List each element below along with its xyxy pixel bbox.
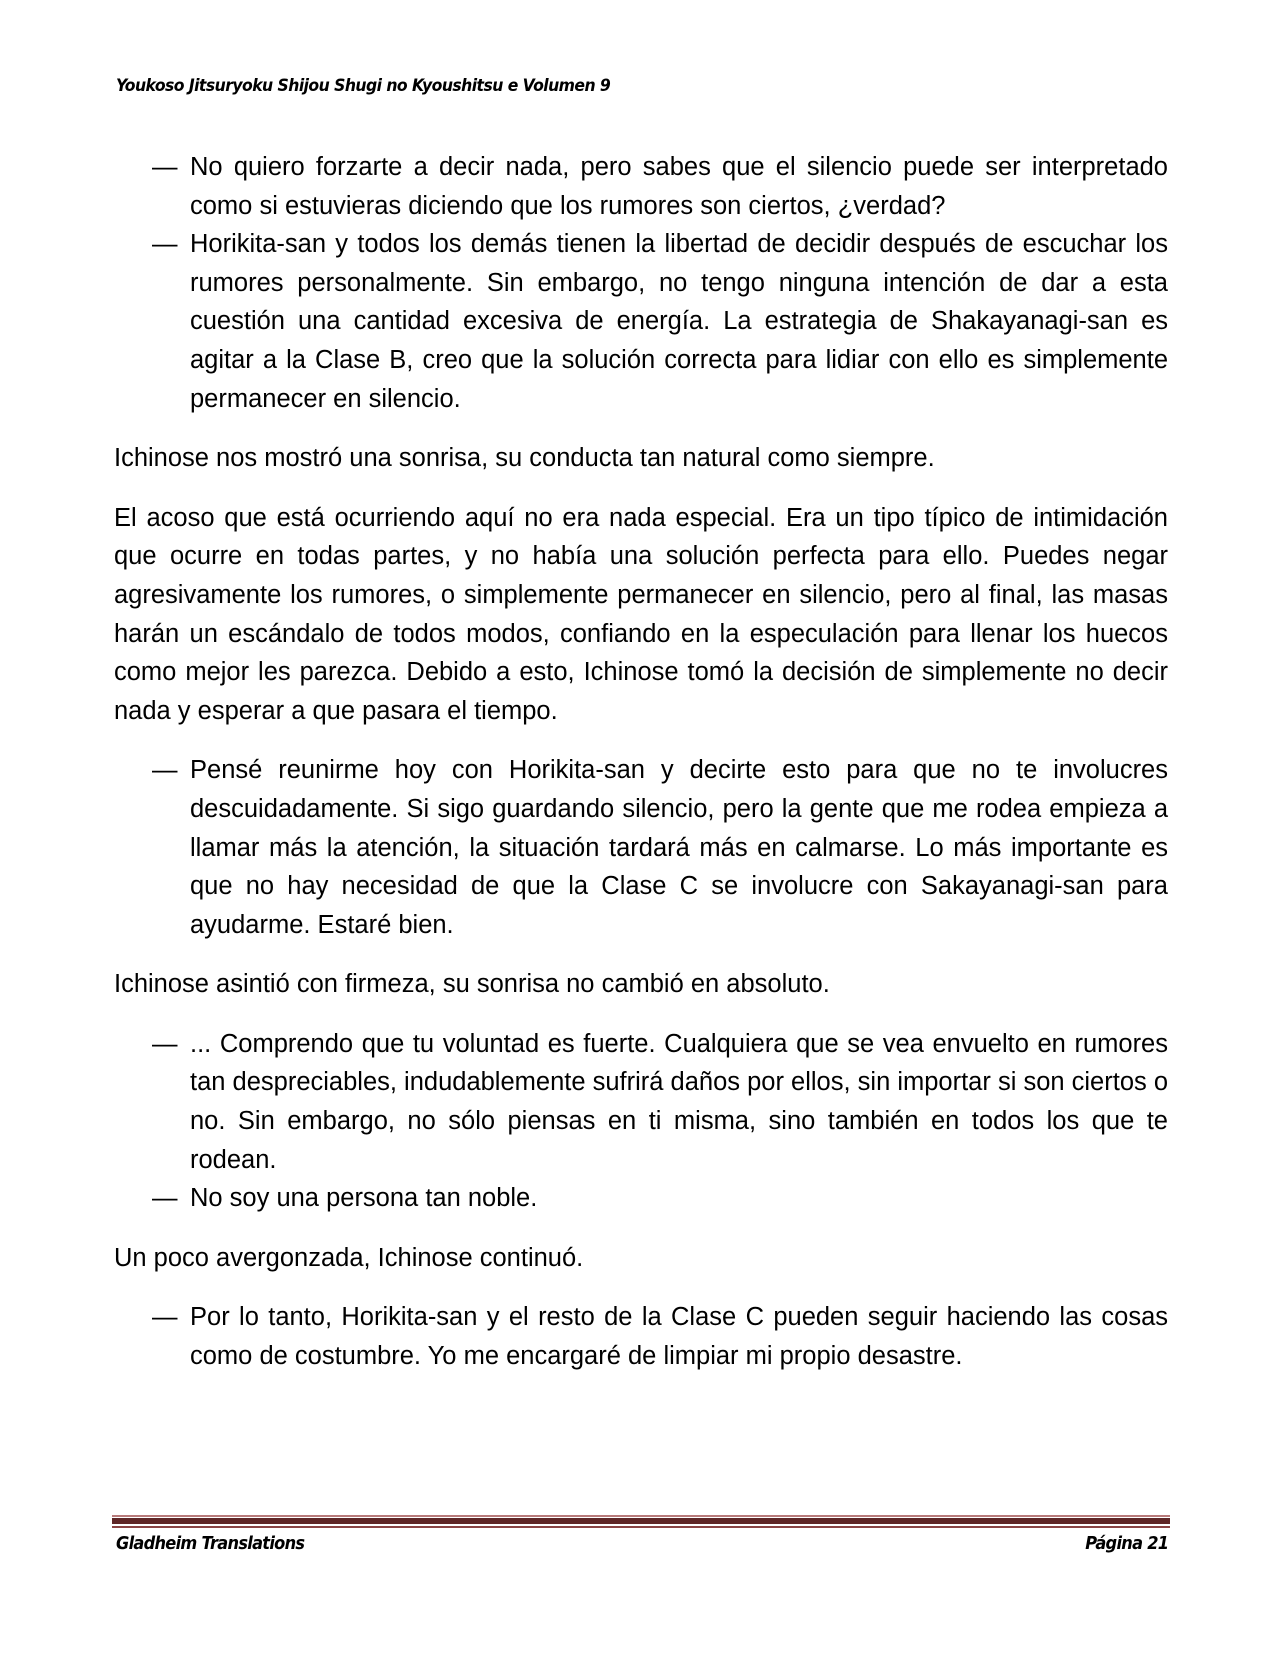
dialogue-dash: — <box>152 1029 178 1058</box>
dialogue-dash: — <box>152 230 178 259</box>
dialogue-line <box>114 1025 1168 1179</box>
dialogue-text: Pensé reunirme hoy con Horikita-san y decirte esto para que no te involucres descuidadamente. Si sigo guardando silencio, pero la gente que me rodea empieza a llamar más la atención, la situación tardará más en calmarse. Lo más importante es que no hay necesidad de que la Clase C se involucre con Sakayanagi-san para ayudarme. Estaré bien. <box>190 756 1168 939</box>
dialogue-line <box>114 225 1168 418</box>
page-body <box>114 148 1168 1376</box>
footer-divider <box>112 1518 1170 1524</box>
dialogue-text: No soy una persona tan noble. <box>190 1184 538 1213</box>
footer-publisher: Gladheim Translations <box>116 1533 305 1554</box>
dialogue-text: ... Comprendo que tu voluntad es fuerte. Cualquiera que se vea envuelto en rumores tan despreciables, indudablemente sufrirá daños por ellos, sin importar si son ciertos o no. Sin embargo, no sólo piensas en ti misma, sino también en todos los que te rodean. <box>190 1029 1169 1174</box>
dialogue-line <box>114 148 1168 225</box>
dialogue-line <box>114 1179 1168 1218</box>
dialogue-text: Por lo tanto, Horikita-san y el resto de la Clase C pueden seguir haciendo las cosas como de costumbre. Yo me encargaré de limpiar mi propio desastre. <box>190 1303 1168 1371</box>
footer-divider-thin-top <box>112 1515 1170 1517</box>
dialogue-line <box>114 751 1168 944</box>
narrative-paragraph: Ichinose asintió con firmeza, su sonrisa no cambió en absoluto. <box>114 970 830 999</box>
dialogue-dash: — <box>152 1184 178 1213</box>
dialogue-dash: — <box>152 1303 178 1332</box>
dialogue-dash: — <box>152 153 178 181</box>
narrative-paragraph: Un poco avergonzada, Ichinose continuó. <box>114 1243 584 1272</box>
dialogue-line <box>114 1298 1168 1375</box>
narrative-paragraph: El acoso que está ocurriendo aquí no era nada especial. Era un tipo típico de intimidación que ocurre en todas partes, y no había una solución perfecta para ello. Puedes negar agresivamente los rumores, o simplemente permanecer en silencio, pero al final, las masas harán un escándalo de todos modos, confiando en la especulación para llenar los huecos como mejor les parezca. Debido a esto, Ichinose tomó la decisión de simplemente no decir nada y esperar a que pasara el tiempo. <box>114 503 1168 725</box>
dialogue-dash: — <box>152 756 178 785</box>
dialogue-text: Horikita-san y todos los demás tienen la libertad de decidir después de escuchar los rumores personalmente. Sin embargo, no tengo ninguna intención de dar a esta cuestión una cantidad excesiva de energía. La estrategia de Shakayanagi-san es agitar a la Clase B, creo que la solución correcta para lidiar con ello es simplemente permanecer en silencio. <box>190 230 1168 413</box>
footer-divider-thin-bottom <box>112 1526 1170 1528</box>
footer-page-number: Página 21 <box>1084 1533 1168 1554</box>
dialogue-text: No quiero forzarte a decir nada, pero sabes que el silencio puede ser interpretado como si estuvieras diciendo que los rumores son ciertos, ¿verdad? <box>190 153 1168 220</box>
page-header-title: Youkoso Jitsuryoku Shijou Shugi no Kyoushitsu e Volumen 9 <box>116 76 611 96</box>
narrative-paragraph: Ichinose nos mostró una sonrisa, su conducta tan natural como siempre. <box>114 444 935 473</box>
